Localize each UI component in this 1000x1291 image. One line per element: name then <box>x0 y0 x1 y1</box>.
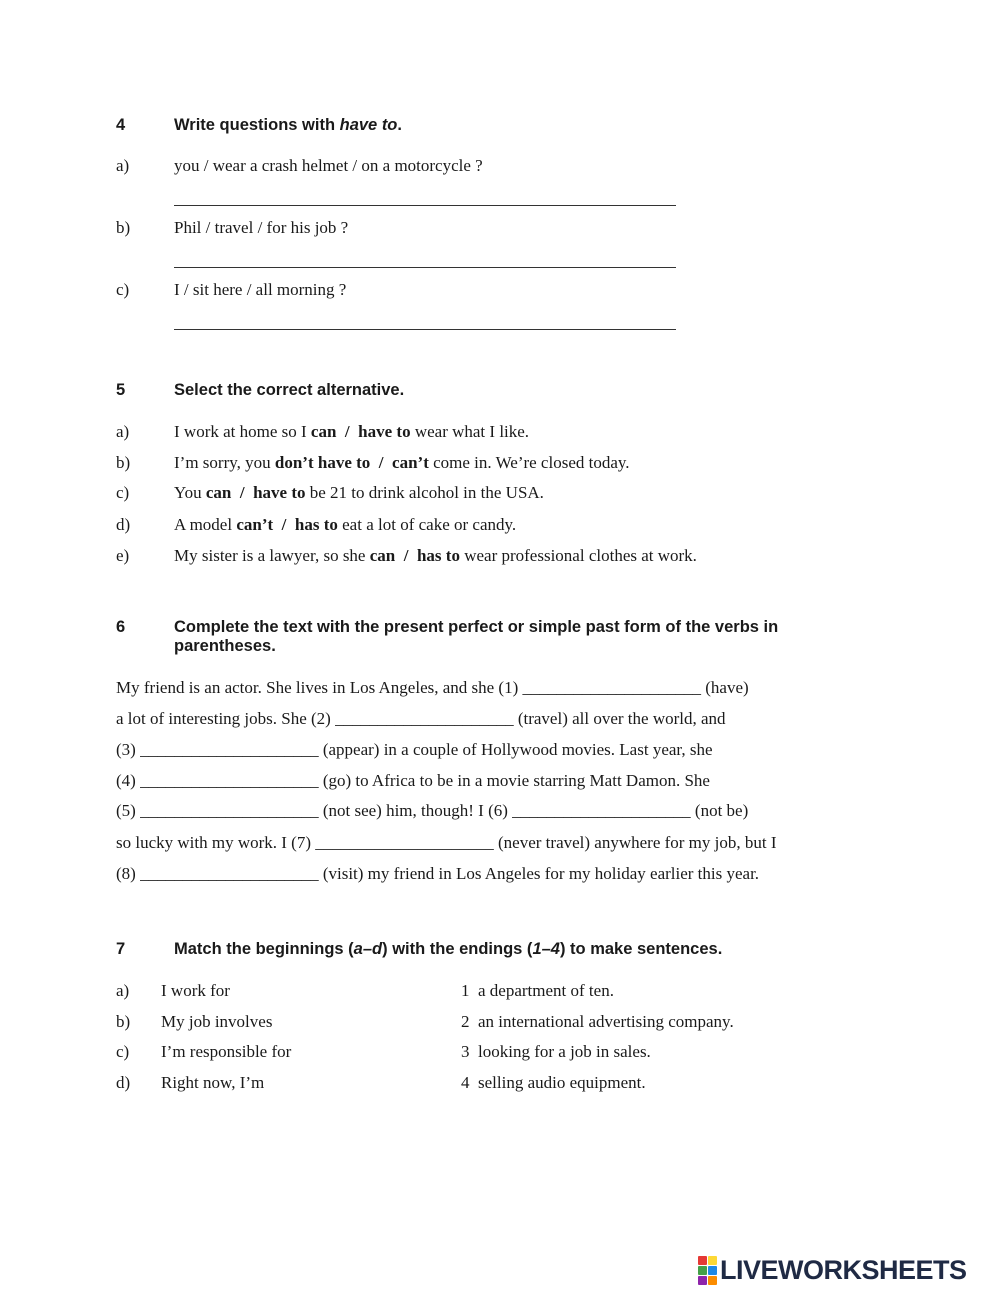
item-5d-label: d) <box>116 515 131 534</box>
section-4-number: 4 <box>116 116 126 134</box>
text-line-7 <box>116 864 759 884</box>
logo-square-icon <box>698 1276 707 1285</box>
item-5b-separator: / <box>378 453 384 472</box>
blank-3[interactable]: _____________________ <box>140 740 319 759</box>
blank-1[interactable]: _____________________ <box>522 678 702 697</box>
item-5d-option-1[interactable]: can’t <box>236 515 274 534</box>
item-5a-option-1[interactable]: can <box>310 422 337 441</box>
item-5a-option-2[interactable]: have to <box>358 422 411 441</box>
item-7b-label: b) <box>116 1012 131 1031</box>
item-7b-beginning[interactable]: My job involves <box>161 1012 273 1031</box>
text-line-1 <box>116 678 749 698</box>
item-5d-option-2[interactable]: has to <box>294 515 338 534</box>
logo-square-icon <box>698 1266 707 1275</box>
item-7c-label: c) <box>116 1042 130 1061</box>
section-6-number: 6 <box>116 618 126 636</box>
section-7-title-e: ) to make sentences. <box>559 940 723 958</box>
item-4a-label: a) <box>116 156 130 175</box>
item-5d-pre: A model <box>174 515 237 534</box>
item-7a-beginning[interactable]: I work for <box>161 981 230 1000</box>
item-5b-sentence <box>174 453 630 473</box>
item-7a-label: a) <box>116 981 130 1000</box>
logo-square-icon <box>708 1276 717 1285</box>
text-line-2-a: a lot of interesting jobs. She (2) <box>116 709 336 728</box>
item-5e-pre: My sister is a lawyer, so she <box>174 546 370 565</box>
blank-7[interactable]: _____________________ <box>315 833 494 852</box>
section-7-number: 7 <box>116 940 126 958</box>
ending-1-number: 1 <box>461 981 470 1000</box>
item-5e-sentence <box>174 546 697 566</box>
answer-line-4b[interactable] <box>174 267 676 268</box>
item-5a-post: wear what I like. <box>414 422 530 441</box>
ending-2-number: 2 <box>461 1012 470 1031</box>
item-5d-post: eat a lot of cake or candy. <box>342 515 517 534</box>
text-line-1-a: My friend is an actor. She lives in Los Angeles, and she (1) <box>116 678 523 697</box>
blank-5[interactable]: _____________________ <box>140 801 319 820</box>
ending-3-text: looking for a job in sales. <box>478 1042 651 1061</box>
item-7c-beginning[interactable]: I’m responsible for <box>161 1042 292 1061</box>
text-line-6 <box>116 833 777 853</box>
item-4c-label: c) <box>116 280 130 299</box>
section-7-title-a: Match the beginnings ( <box>174 940 354 958</box>
item-5c-pre: You <box>174 483 206 502</box>
text-line-4-b: (go) to Africa to be in a movie starring Matt Damon. She <box>318 771 710 790</box>
item-5a-label: a) <box>116 422 130 441</box>
item-5b-post: come in. We’re closed today. <box>433 453 630 472</box>
section-7-title-letters: a–d <box>353 940 383 958</box>
item-5e-option-1[interactable]: can <box>369 546 396 565</box>
section-5-number: 5 <box>116 381 126 399</box>
item-5c-option-2[interactable]: have to <box>253 483 306 502</box>
blank-2[interactable]: _____________________ <box>335 709 514 728</box>
section-4-title <box>174 116 402 135</box>
section-5-title: Select the correct alternative. <box>174 381 405 399</box>
item-5c-sentence <box>174 483 544 503</box>
item-7d-beginning[interactable]: Right now, I’m <box>161 1073 265 1092</box>
blank-6[interactable]: _____________________ <box>512 801 691 820</box>
section-4-title-emphasis: have to <box>339 116 398 134</box>
item-5d-separator: / <box>281 515 287 534</box>
text-line-1-b: (have) <box>701 678 749 697</box>
liveworksheets-logo[interactable] <box>698 1256 967 1284</box>
item-5b-option-2[interactable]: can’t <box>392 453 429 472</box>
section-4-title-period: . <box>397 116 402 134</box>
blank-4[interactable]: _____________________ <box>140 771 319 790</box>
text-line-6-a: so lucky with my work. I (7) <box>116 833 316 852</box>
item-5d-sentence <box>174 515 516 535</box>
item-7-ending-2[interactable] <box>461 1012 734 1032</box>
ending-4-number: 4 <box>461 1073 470 1092</box>
item-5b-option-1[interactable]: don’t have to <box>274 453 371 472</box>
ending-3-number: 3 <box>461 1042 470 1061</box>
logo-square-icon <box>708 1266 717 1275</box>
answer-line-4c[interactable] <box>174 329 676 330</box>
ending-4-text: selling audio equipment. <box>478 1073 646 1092</box>
item-5a-sentence <box>174 422 529 442</box>
item-4b-prompt: Phil / travel / for his job ? <box>174 218 349 237</box>
item-5b-label: b) <box>116 453 131 472</box>
item-5e-post: wear professional clothes at work. <box>464 546 697 565</box>
section-4-title-text: Write questions with <box>174 116 340 134</box>
item-7-ending-4[interactable] <box>461 1073 646 1093</box>
logo-text: LIVEWORKSHEETS <box>720 1254 967 1285</box>
text-line-5-c: (not be) <box>690 801 749 820</box>
blank-8[interactable]: _____________________ <box>140 864 319 883</box>
text-line-5-a: (5) <box>116 801 141 820</box>
item-5e-option-2[interactable]: has to <box>416 546 460 565</box>
logo-squares-icon <box>698 1256 717 1285</box>
logo-square-icon <box>698 1256 707 1265</box>
item-5e-label: e) <box>116 546 130 565</box>
section-7-title-numbers: 1–4 <box>532 940 560 958</box>
item-4a-prompt: you / wear a crash helmet / on a motorcycle ? <box>174 156 483 175</box>
item-5e-separator: / <box>403 546 409 565</box>
text-line-7-b: (visit) my friend in Los Angeles for my holiday earlier this year. <box>318 864 760 883</box>
text-line-5-b: (not see) him, though! I (6) <box>318 801 513 820</box>
item-7-ending-1[interactable] <box>461 981 614 1001</box>
item-5c-option-1[interactable]: can <box>205 483 232 502</box>
ending-2-text: an international advertising company. <box>478 1012 734 1031</box>
item-5c-label: c) <box>116 483 130 502</box>
item-5a-separator: / <box>344 422 350 441</box>
item-5b-pre: I’m sorry, you <box>174 453 275 472</box>
item-4c-prompt: I / sit here / all morning ? <box>174 280 347 299</box>
text-line-3-b: (appear) in a couple of Hollywood movies. Last year, she <box>318 740 713 759</box>
ending-1-text: a department of ten. <box>478 981 614 1000</box>
text-line-4 <box>116 771 710 791</box>
item-5c-separator: / <box>239 483 245 502</box>
section-7-title-c: ) with the endings ( <box>382 940 533 958</box>
item-7-ending-3[interactable] <box>461 1042 651 1062</box>
section-6-title: Complete the text with the present perfect or simple past form of the verbs in parentheses. <box>174 618 779 655</box>
item-7d-label: d) <box>116 1073 131 1092</box>
text-line-2 <box>116 709 726 729</box>
section-7-title <box>174 940 722 959</box>
answer-line-4a[interactable] <box>174 205 676 206</box>
text-line-7-a: (8) <box>116 864 141 883</box>
item-5c-post: be 21 to drink alcohol in the USA. <box>309 483 544 502</box>
text-line-2-b: (travel) all over the world, and <box>513 709 726 728</box>
item-4b-label: b) <box>116 218 131 237</box>
text-line-5 <box>116 801 748 821</box>
item-5a-pre: I work at home so I <box>174 422 311 441</box>
text-line-3-a: (3) <box>116 740 141 759</box>
text-line-4-a: (4) <box>116 771 141 790</box>
text-line-6-b: (never travel) anywhere for my job, but I <box>493 833 777 852</box>
logo-square-icon <box>708 1256 717 1265</box>
text-line-3 <box>116 740 713 760</box>
